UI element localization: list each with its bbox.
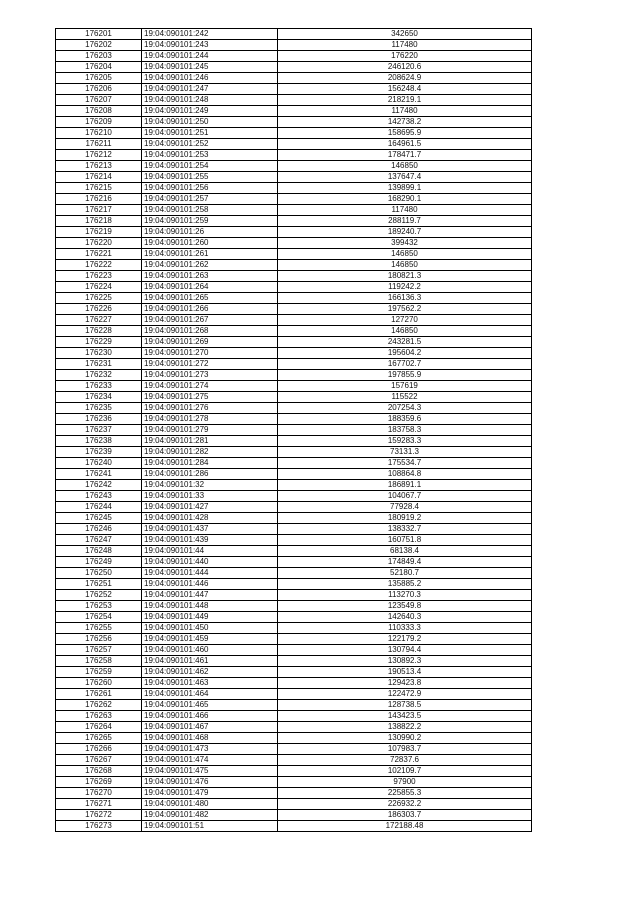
value-cell: 226932.2 [278, 799, 532, 810]
cadastral-number-cell: 19:04:090101:447 [142, 590, 278, 601]
row-id-cell: 176265 [56, 733, 142, 744]
value-cell: 166136.3 [278, 293, 532, 304]
row-id-cell: 176273 [56, 821, 142, 832]
value-cell: 174849.4 [278, 557, 532, 568]
table-row [56, 711, 532, 722]
row-id-cell: 176268 [56, 766, 142, 777]
cadastral-number-cell: 19:04:090101:427 [142, 502, 278, 513]
cadastral-number-cell: 19:04:090101:281 [142, 436, 278, 447]
cadastral-number-cell: 19:04:090101:474 [142, 755, 278, 766]
row-id-cell: 176219 [56, 227, 142, 238]
value-cell: 138822.2 [278, 722, 532, 733]
row-id-cell: 176269 [56, 777, 142, 788]
row-id-cell: 176256 [56, 634, 142, 645]
value-cell: 135885.2 [278, 579, 532, 590]
value-cell: 130990.2 [278, 733, 532, 744]
row-id-cell: 176258 [56, 656, 142, 667]
row-id-cell: 176270 [56, 788, 142, 799]
table-row [56, 513, 532, 524]
row-id-cell: 176244 [56, 502, 142, 513]
value-cell: 113270.3 [278, 590, 532, 601]
row-id-cell: 176228 [56, 326, 142, 337]
table-row [56, 117, 532, 128]
value-cell: 138332.7 [278, 524, 532, 535]
table-row [56, 403, 532, 414]
cadastral-number-cell: 19:04:090101:251 [142, 128, 278, 139]
cadastral-number-cell: 19:04:090101:273 [142, 370, 278, 381]
row-id-cell: 176209 [56, 117, 142, 128]
row-id-cell: 176242 [56, 480, 142, 491]
cadastral-number-cell: 19:04:090101:252 [142, 139, 278, 150]
value-cell: 128738.5 [278, 700, 532, 711]
table-row [56, 733, 532, 744]
table-row [56, 62, 532, 73]
table-row [56, 304, 532, 315]
value-cell: 110333.3 [278, 623, 532, 634]
row-id-cell: 176210 [56, 128, 142, 139]
row-id-cell: 176245 [56, 513, 142, 524]
row-id-cell: 176205 [56, 73, 142, 84]
row-id-cell: 176249 [56, 557, 142, 568]
cadastral-number-cell: 19:04:090101:462 [142, 667, 278, 678]
table-row [56, 689, 532, 700]
row-id-cell: 176233 [56, 381, 142, 392]
value-cell: 197562.2 [278, 304, 532, 315]
table-row [56, 84, 532, 95]
table-row [56, 810, 532, 821]
value-cell: 117480 [278, 40, 532, 51]
cadastral-number-cell: 19:04:090101:249 [142, 106, 278, 117]
cadastral-number-cell: 19:04:090101:245 [142, 62, 278, 73]
cadastral-number-cell: 19:04:090101:444 [142, 568, 278, 579]
table-row [56, 315, 532, 326]
cadastral-number-cell: 19:04:090101:270 [142, 348, 278, 359]
cadastral-number-cell: 19:04:090101:461 [142, 656, 278, 667]
cadastral-number-cell: 19:04:090101:265 [142, 293, 278, 304]
cadastral-number-cell: 19:04:090101:259 [142, 216, 278, 227]
table-row [56, 106, 532, 117]
value-cell: 160751.8 [278, 535, 532, 546]
row-id-cell: 176261 [56, 689, 142, 700]
cadastral-number-cell: 19:04:090101:473 [142, 744, 278, 755]
cadastral-number-cell: 19:04:090101:244 [142, 51, 278, 62]
row-id-cell: 176202 [56, 40, 142, 51]
row-id-cell: 176253 [56, 601, 142, 612]
row-id-cell: 176239 [56, 447, 142, 458]
value-cell: 190513.4 [278, 667, 532, 678]
value-cell: 246120.6 [278, 62, 532, 73]
value-cell: 68138.4 [278, 546, 532, 557]
table-row [56, 348, 532, 359]
row-id-cell: 176241 [56, 469, 142, 480]
cadastral-number-cell: 19:04:090101:268 [142, 326, 278, 337]
table-row [56, 282, 532, 293]
cadastral-number-cell: 19:04:090101:279 [142, 425, 278, 436]
row-id-cell: 176272 [56, 810, 142, 821]
cadastral-number-cell: 19:04:090101:262 [142, 260, 278, 271]
value-cell: 218219.1 [278, 95, 532, 106]
value-cell: 167702.7 [278, 359, 532, 370]
row-id-cell: 176271 [56, 799, 142, 810]
table-row [56, 139, 532, 150]
value-cell: 178471.7 [278, 150, 532, 161]
cadastral-number-cell: 19:04:090101:26 [142, 227, 278, 238]
row-id-cell: 176206 [56, 84, 142, 95]
value-cell: 142738.2 [278, 117, 532, 128]
table-row [56, 799, 532, 810]
table-row [56, 821, 532, 832]
value-cell: 197855.9 [278, 370, 532, 381]
row-id-cell: 176211 [56, 139, 142, 150]
cadastral-number-cell: 19:04:090101:267 [142, 315, 278, 326]
row-id-cell: 176266 [56, 744, 142, 755]
data-table [55, 28, 532, 832]
value-cell: 158695.9 [278, 128, 532, 139]
value-cell: 146850 [278, 161, 532, 172]
cadastral-number-cell: 19:04:090101:246 [142, 73, 278, 84]
table-row [56, 590, 532, 601]
value-cell: 180821.3 [278, 271, 532, 282]
cadastral-number-cell: 19:04:090101:256 [142, 183, 278, 194]
table-row [56, 744, 532, 755]
table-row [56, 546, 532, 557]
value-cell: 108864.8 [278, 469, 532, 480]
table-row [56, 645, 532, 656]
value-cell: 399432 [278, 238, 532, 249]
table-row [56, 469, 532, 480]
table-row [56, 414, 532, 425]
value-cell: 243281.5 [278, 337, 532, 348]
value-cell: 52180.7 [278, 568, 532, 579]
value-cell: 129423.8 [278, 678, 532, 689]
row-id-cell: 176262 [56, 700, 142, 711]
table-row [56, 678, 532, 689]
value-cell: 180919.2 [278, 513, 532, 524]
table-row [56, 95, 532, 106]
value-cell: 115522 [278, 392, 532, 403]
row-id-cell: 176229 [56, 337, 142, 348]
row-id-cell: 176201 [56, 29, 142, 40]
cadastral-number-cell: 19:04:090101:284 [142, 458, 278, 469]
cadastral-number-cell: 19:04:090101:459 [142, 634, 278, 645]
value-cell: 172188.48 [278, 821, 532, 832]
value-cell: 342650 [278, 29, 532, 40]
table-row [56, 656, 532, 667]
cadastral-number-cell: 19:04:090101:276 [142, 403, 278, 414]
row-id-cell: 176267 [56, 755, 142, 766]
table-row [56, 40, 532, 51]
table-body [56, 29, 532, 832]
value-cell: 123549.8 [278, 601, 532, 612]
row-id-cell: 176226 [56, 304, 142, 315]
value-cell: 188359.6 [278, 414, 532, 425]
cadastral-number-cell: 19:04:090101:261 [142, 249, 278, 260]
row-id-cell: 176220 [56, 238, 142, 249]
cadastral-number-cell: 19:04:090101:480 [142, 799, 278, 810]
document-page [55, 28, 531, 832]
cadastral-number-cell: 19:04:090101:266 [142, 304, 278, 315]
row-id-cell: 176224 [56, 282, 142, 293]
row-id-cell: 176207 [56, 95, 142, 106]
cadastral-number-cell: 19:04:090101:437 [142, 524, 278, 535]
row-id-cell: 176214 [56, 172, 142, 183]
table-row [56, 700, 532, 711]
table-row [56, 238, 532, 249]
cadastral-number-cell: 19:04:090101:269 [142, 337, 278, 348]
table-row [56, 722, 532, 733]
row-id-cell: 176240 [56, 458, 142, 469]
table-row [56, 579, 532, 590]
table-row [56, 766, 532, 777]
table-row [56, 381, 532, 392]
row-id-cell: 176215 [56, 183, 142, 194]
row-id-cell: 176216 [56, 194, 142, 205]
cadastral-number-cell: 19:04:090101:278 [142, 414, 278, 425]
table-row [56, 216, 532, 227]
cadastral-number-cell: 19:04:090101:253 [142, 150, 278, 161]
row-id-cell: 176259 [56, 667, 142, 678]
row-id-cell: 176260 [56, 678, 142, 689]
cadastral-number-cell: 19:04:090101:475 [142, 766, 278, 777]
row-id-cell: 176252 [56, 590, 142, 601]
table-row [56, 205, 532, 216]
table-row [56, 271, 532, 282]
value-cell: 186303.7 [278, 810, 532, 821]
table-row [56, 128, 532, 139]
cadastral-number-cell: 19:04:090101:275 [142, 392, 278, 403]
row-id-cell: 176236 [56, 414, 142, 425]
cadastral-number-cell: 19:04:090101:260 [142, 238, 278, 249]
value-cell: 72837.6 [278, 755, 532, 766]
cadastral-number-cell: 19:04:090101:428 [142, 513, 278, 524]
row-id-cell: 176246 [56, 524, 142, 535]
value-cell: 146850 [278, 326, 532, 337]
value-cell: 104067.7 [278, 491, 532, 502]
value-cell: 77928.4 [278, 502, 532, 513]
cadastral-number-cell: 19:04:090101:44 [142, 546, 278, 557]
row-id-cell: 176235 [56, 403, 142, 414]
row-id-cell: 176255 [56, 623, 142, 634]
row-id-cell: 176223 [56, 271, 142, 282]
cadastral-number-cell: 19:04:090101:468 [142, 733, 278, 744]
table-row [56, 249, 532, 260]
table-row [56, 293, 532, 304]
table-row [56, 326, 532, 337]
cadastral-number-cell: 19:04:090101:446 [142, 579, 278, 590]
table-row [56, 392, 532, 403]
table-row [56, 161, 532, 172]
row-id-cell: 176212 [56, 150, 142, 161]
value-cell: 189240.7 [278, 227, 532, 238]
table-row [56, 194, 532, 205]
cadastral-number-cell: 19:04:090101:248 [142, 95, 278, 106]
value-cell: 130892.3 [278, 656, 532, 667]
table-row [56, 337, 532, 348]
row-id-cell: 176231 [56, 359, 142, 370]
cadastral-number-cell: 19:04:090101:440 [142, 557, 278, 568]
table-row [56, 502, 532, 513]
cadastral-number-cell: 19:04:090101:33 [142, 491, 278, 502]
value-cell: 130794.4 [278, 645, 532, 656]
value-cell: 117480 [278, 106, 532, 117]
cadastral-number-cell: 19:04:090101:465 [142, 700, 278, 711]
row-id-cell: 176264 [56, 722, 142, 733]
cadastral-number-cell: 19:04:090101:482 [142, 810, 278, 821]
table-row [56, 227, 532, 238]
row-id-cell: 176237 [56, 425, 142, 436]
row-id-cell: 176204 [56, 62, 142, 73]
cadastral-number-cell: 19:04:090101:450 [142, 623, 278, 634]
table-row [56, 568, 532, 579]
table-row [56, 359, 532, 370]
table-row [56, 29, 532, 40]
cadastral-number-cell: 19:04:090101:243 [142, 40, 278, 51]
cadastral-number-cell: 19:04:090101:242 [142, 29, 278, 40]
value-cell: 175534.7 [278, 458, 532, 469]
value-cell: 137647.4 [278, 172, 532, 183]
cadastral-number-cell: 19:04:090101:467 [142, 722, 278, 733]
table-row [56, 788, 532, 799]
cadastral-number-cell: 19:04:090101:258 [142, 205, 278, 216]
row-id-cell: 176227 [56, 315, 142, 326]
row-id-cell: 176217 [56, 205, 142, 216]
value-cell: 288119.7 [278, 216, 532, 227]
value-cell: 107983.7 [278, 744, 532, 755]
row-id-cell: 176222 [56, 260, 142, 271]
table-row [56, 535, 532, 546]
table-row [56, 172, 532, 183]
table-row [56, 183, 532, 194]
value-cell: 156248.4 [278, 84, 532, 95]
cadastral-number-cell: 19:04:090101:51 [142, 821, 278, 832]
value-cell: 146850 [278, 260, 532, 271]
table-row [56, 425, 532, 436]
cadastral-number-cell: 19:04:090101:32 [142, 480, 278, 491]
cadastral-number-cell: 19:04:090101:264 [142, 282, 278, 293]
table-row [56, 480, 532, 491]
table-row [56, 458, 532, 469]
cadastral-number-cell: 19:04:090101:263 [142, 271, 278, 282]
row-id-cell: 176234 [56, 392, 142, 403]
value-cell: 168290.1 [278, 194, 532, 205]
value-cell: 207254.3 [278, 403, 532, 414]
table-row [56, 634, 532, 645]
table-row [56, 491, 532, 502]
row-id-cell: 176232 [56, 370, 142, 381]
cadastral-number-cell: 19:04:090101:463 [142, 678, 278, 689]
table-row [56, 260, 532, 271]
value-cell: 139899.1 [278, 183, 532, 194]
table-row [56, 777, 532, 788]
table-row [56, 524, 532, 535]
cadastral-number-cell: 19:04:090101:282 [142, 447, 278, 458]
row-id-cell: 176257 [56, 645, 142, 656]
row-id-cell: 176225 [56, 293, 142, 304]
value-cell: 164961.5 [278, 139, 532, 150]
value-cell: 122179.2 [278, 634, 532, 645]
cadastral-number-cell: 19:04:090101:247 [142, 84, 278, 95]
table-row [56, 667, 532, 678]
table-row [56, 150, 532, 161]
table-row [56, 370, 532, 381]
table-row [56, 612, 532, 623]
cadastral-number-cell: 19:04:090101:439 [142, 535, 278, 546]
cadastral-number-cell: 19:04:090101:464 [142, 689, 278, 700]
row-id-cell: 176251 [56, 579, 142, 590]
value-cell: 117480 [278, 205, 532, 216]
table-row [56, 436, 532, 447]
value-cell: 176220 [278, 51, 532, 62]
row-id-cell: 176254 [56, 612, 142, 623]
cadastral-number-cell: 19:04:090101:466 [142, 711, 278, 722]
value-cell: 159283.3 [278, 436, 532, 447]
row-id-cell: 176248 [56, 546, 142, 557]
cadastral-number-cell: 19:04:090101:286 [142, 469, 278, 480]
row-id-cell: 176203 [56, 51, 142, 62]
row-id-cell: 176263 [56, 711, 142, 722]
value-cell: 195604.2 [278, 348, 532, 359]
table-row [56, 623, 532, 634]
cadastral-number-cell: 19:04:090101:460 [142, 645, 278, 656]
row-id-cell: 176247 [56, 535, 142, 546]
cadastral-number-cell: 19:04:090101:274 [142, 381, 278, 392]
cadastral-number-cell: 19:04:090101:257 [142, 194, 278, 205]
cadastral-number-cell: 19:04:090101:250 [142, 117, 278, 128]
cadastral-number-cell: 19:04:090101:448 [142, 601, 278, 612]
value-cell: 127270 [278, 315, 532, 326]
value-cell: 225855.3 [278, 788, 532, 799]
table-row [56, 601, 532, 612]
cadastral-number-cell: 19:04:090101:479 [142, 788, 278, 799]
value-cell: 97900 [278, 777, 532, 788]
row-id-cell: 176250 [56, 568, 142, 579]
row-id-cell: 176221 [56, 249, 142, 260]
table-row [56, 447, 532, 458]
table-row [56, 557, 532, 568]
row-id-cell: 176213 [56, 161, 142, 172]
value-cell: 186891.1 [278, 480, 532, 491]
row-id-cell: 176243 [56, 491, 142, 502]
cadastral-number-cell: 19:04:090101:476 [142, 777, 278, 788]
cadastral-number-cell: 19:04:090101:272 [142, 359, 278, 370]
table-row [56, 51, 532, 62]
value-cell: 143423.5 [278, 711, 532, 722]
value-cell: 102109.7 [278, 766, 532, 777]
value-cell: 208624.9 [278, 73, 532, 84]
value-cell: 73131.3 [278, 447, 532, 458]
value-cell: 183758.3 [278, 425, 532, 436]
value-cell: 119242.2 [278, 282, 532, 293]
cadastral-number-cell: 19:04:090101:255 [142, 172, 278, 183]
table-row [56, 73, 532, 84]
cadastral-number-cell: 19:04:090101:254 [142, 161, 278, 172]
table-row [56, 755, 532, 766]
value-cell: 142640.3 [278, 612, 532, 623]
value-cell: 146850 [278, 249, 532, 260]
row-id-cell: 176238 [56, 436, 142, 447]
row-id-cell: 176208 [56, 106, 142, 117]
row-id-cell: 176218 [56, 216, 142, 227]
cadastral-number-cell: 19:04:090101:449 [142, 612, 278, 623]
value-cell: 122472.9 [278, 689, 532, 700]
row-id-cell: 176230 [56, 348, 142, 359]
value-cell: 157619 [278, 381, 532, 392]
